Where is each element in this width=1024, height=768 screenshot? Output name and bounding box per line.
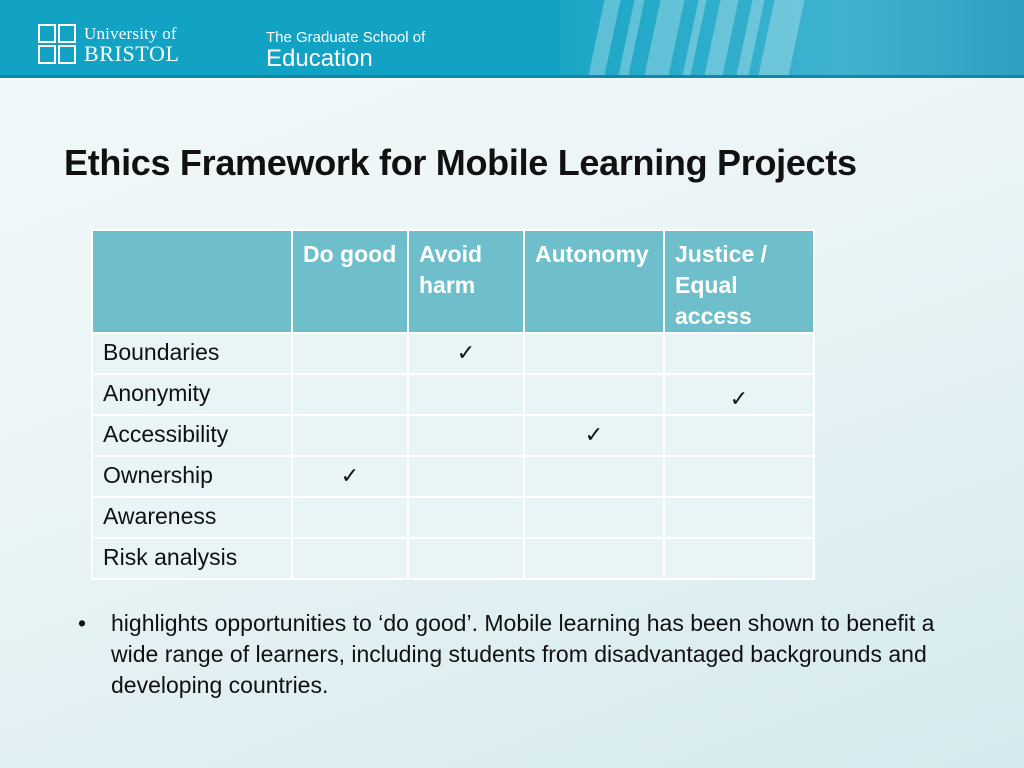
table-cell: [408, 333, 524, 374]
university-logo: [38, 24, 179, 66]
table-cell: [292, 497, 408, 538]
school-logo: [266, 30, 425, 71]
header-banner: [0, 0, 1024, 78]
table-cell: [292, 333, 408, 374]
row-label-anonymity: Anonymity: [92, 374, 292, 415]
row-label-boundaries: Boundaries: [92, 333, 292, 374]
table-row: [92, 415, 814, 456]
table-cell: [292, 538, 408, 579]
checkmark-icon: ✓: [456, 341, 476, 366]
university-name-line1: University of: [84, 24, 177, 43]
table-cell: [664, 415, 814, 456]
table-header-row: [92, 230, 814, 333]
banner-stripes: [560, 0, 1024, 78]
table-cell: [664, 538, 814, 579]
checkmark-icon: ✓: [584, 423, 604, 448]
table-cell: [292, 374, 408, 415]
table-row: [92, 497, 814, 538]
column-header-do-good: Do good: [292, 230, 408, 333]
table-cell: [664, 374, 814, 415]
checkmark-icon: ✓: [340, 464, 360, 489]
university-name-line2: BRISTOL: [84, 41, 180, 66]
checkmark-icon: ✓: [729, 387, 749, 412]
table-cell: [664, 497, 814, 538]
table-cell: [524, 456, 664, 497]
table-cell: [664, 333, 814, 374]
ethics-framework-table: [91, 229, 815, 580]
column-header-blank: [92, 230, 292, 333]
table-row: [92, 374, 814, 415]
row-label-ownership: Ownership: [92, 456, 292, 497]
table-cell: [408, 374, 524, 415]
table-cell: [292, 415, 408, 456]
table-cell: [408, 497, 524, 538]
column-header-justice-equal-access: Justice / Equal access: [664, 230, 814, 333]
bullet-text: highlights opportunities to ‘do good’. Mobile learning has been shown to benefit a wide range of learners, including students from disadvantaged backgrounds and developing countries.: [111, 610, 935, 698]
table-cell: [524, 333, 664, 374]
table-row: [92, 333, 814, 374]
column-header-autonomy: Autonomy: [524, 230, 664, 333]
school-name-line2: Education: [266, 45, 373, 72]
table-cell: [292, 456, 408, 497]
table-row: [92, 538, 814, 579]
table-cell: [524, 415, 664, 456]
table-cell: [408, 538, 524, 579]
slide-title: Ethics Framework for Mobile Learning Projects: [64, 142, 857, 183]
table-row: [92, 456, 814, 497]
table-cell: [524, 497, 664, 538]
row-label-risk-analysis: Risk analysis: [92, 538, 292, 579]
table-cell: [524, 538, 664, 579]
crest-icon: [38, 24, 78, 66]
row-label-accessibility: Accessibility: [92, 415, 292, 456]
table-cell: [408, 456, 524, 497]
column-header-avoid-harm: Avoid harm: [408, 230, 524, 333]
school-name-line1: The Graduate School of: [266, 29, 426, 46]
table-cell: [664, 456, 814, 497]
table-cell: [408, 415, 524, 456]
row-label-awareness: Awareness: [92, 497, 292, 538]
bullet-item: [78, 608, 938, 701]
bullet-icon: •: [78, 610, 87, 636]
table-cell: [524, 374, 664, 415]
